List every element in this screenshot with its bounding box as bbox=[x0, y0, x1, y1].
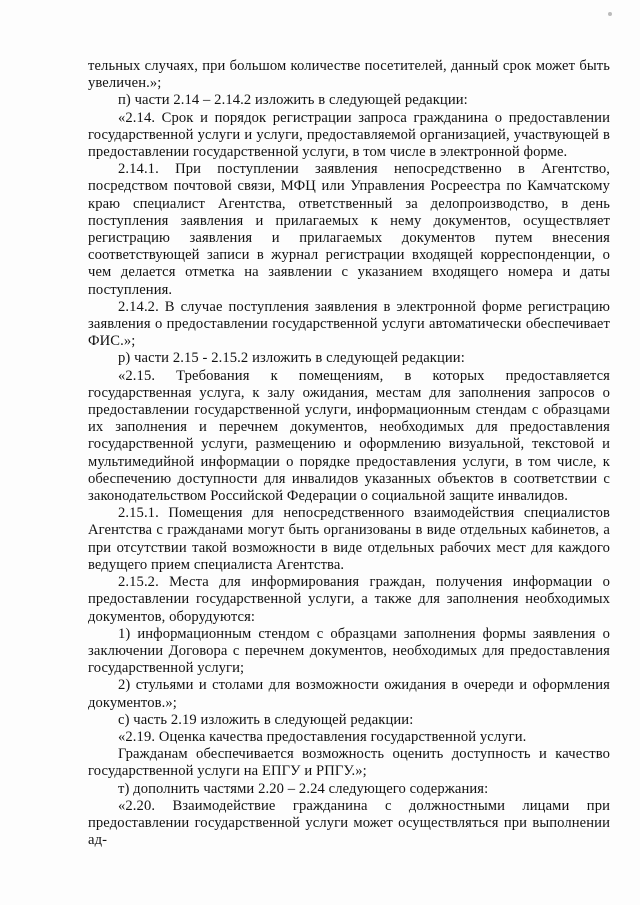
paragraph-2-20: «2.20. Взаимодействие гражданина с должностными лицами при предоставлении государственной услуги может осуществляться при выполнении ад- bbox=[88, 797, 610, 849]
paragraph-item-s: с) часть 2.19 изложить в следующей редакции: bbox=[118, 711, 414, 728]
paragraph-list-1: 1) информационным стендом с образцами заполнения формы заявления о заключении Договора с перечнем документов, необходимых для предоставления государственной услуги; bbox=[88, 625, 610, 677]
paragraph-item-p: п) части 2.14 – 2.14.2 изложить в следующей редакции: bbox=[118, 92, 468, 109]
paragraph-2-15: «2.15. Требования к помещениям, в которых предоставляется государственная услуга, к залу ожидания, местам для заполнения запросов о предоставлении государственной услуги, информационным стендам с образцами их заполнения и перечнем документов, необходимых для предоставления государственной услуги, размещению и оформлению визуальной, текстовой и мультимедийной информации о порядке предоставления услуги, в том числе, к обеспечению доступности для инвалидов указанных объектов в соответствии с законодательством Российской Федерации о социальной защите инвалидов. bbox=[88, 367, 610, 505]
paragraph-2-15-1: 2.15.1. Помещения для непосредственного взаимодействия специалистов Агентства с гражданами могут быть организованы в виде отдельных кабинетов, а при отсутствии такой возможности в виде отдельных рабочих мест для каждого ведущего прием специалиста Агентства. bbox=[88, 505, 610, 573]
paragraph-item-r: р) части 2.15 - 2.15.2 изложить в следующей редакции: bbox=[118, 350, 465, 367]
paragraph-2-19-text: Гражданам обеспечивается возможность оценить доступность и качество государственной услуги на ЕПГУ и РПГУ.»; bbox=[88, 746, 610, 780]
paragraph-2-14-2: 2.14.2. В случае поступления заявления в электронной форме регистрацию заявления о предоставлении государственной услуги автоматически обеспечивает ФИС.»; bbox=[88, 298, 610, 350]
paragraph-2-14: «2.14. Срок и порядок регистрации запроса гражданина о предоставлении государственной услуги и услуги, предоставляемой организацией, участвующей в предоставлении государственной услуги, в том числе в электронной форме. bbox=[88, 109, 610, 161]
scan-dot bbox=[608, 12, 612, 16]
paragraph-2-15-2: 2.15.2. Места для информирования граждан, получения информации о предоставлении государственной услуги, а также для заполнения необходимых документов, оборудуются: bbox=[88, 574, 610, 625]
paragraph-2-19: «2.19. Оценка качества предоставления государственной услуги. bbox=[118, 728, 527, 745]
paragraph-item-t: т) дополнить частями 2.20 – 2.24 следующего содержания: bbox=[118, 780, 489, 797]
paragraph-list-2: 2) стульями и столами для возможности ожидания в очереди и оформления документов.»; bbox=[88, 677, 610, 711]
paragraph-continuation: тельных случаях, при большом количестве посетителей, данный срок может быть увеличен.»; bbox=[88, 58, 610, 92]
paragraph-2-14-1: 2.14.1. При поступлении заявления непосредственно в Агентство, посредством почтовой связи, МФЦ или Управления Росреестра по Камчатскому краю специалист Агентства, ответственный за делопроизводство, в день поступления заявления и прилагаемых к нему документов, осуществляет регистрацию заявления и прилагаемых документов путем внесения соответствующей записи в журнал регистрации входящей корреспонденции, о чем делается отметка на заявлении с указанием входящего номера и даты поступления. bbox=[88, 161, 610, 298]
document-body bbox=[88, 58, 610, 849]
